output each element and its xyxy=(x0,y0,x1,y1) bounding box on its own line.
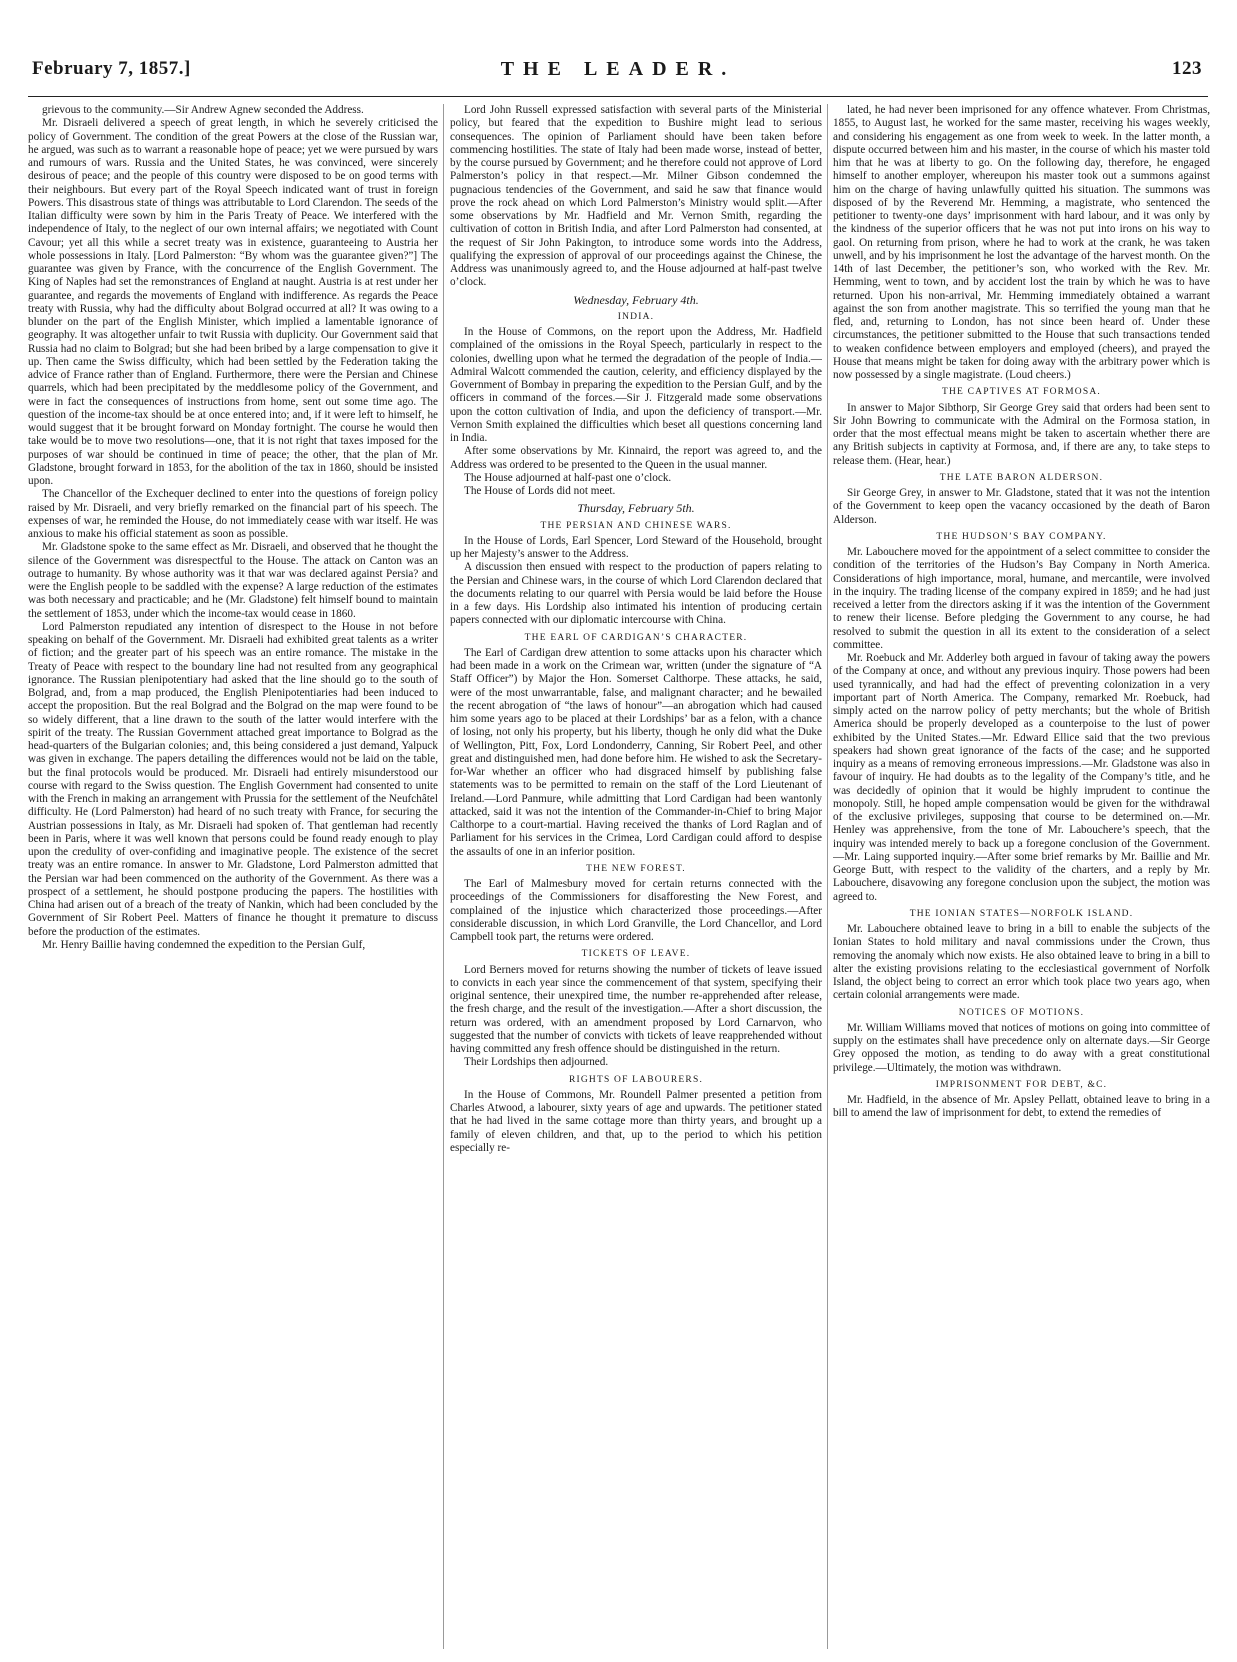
paragraph: Mr. Disraeli delivered a speech of great length, in which he severely criticised the policy of Government. The condition of the great Powers at the close of the Russian war, he argued, was such as to warrant a reasonable hope of peace; yet we were pursued by wars and rumours of wars. Russia and the United States, he was convinced, were sincerely desirous of peace; and the people of this country were disposed to be on good terms with their neighbours. But every part of the Royal Speech indicated want of trust in foreign Powers. This disastrous state of things was attributable to Lord Clarendon. The seeds of the Italian difficulty were sown by him in the Paris Treaty of Peace. We interfered with the independence of Italy, to the neglect of our own internal affairs; we negotiated with Count Cavour; yet all this while a secret treaty was in existence, guaranteeing to Austria her whole possessions in Italy. [Lord Palmerston: “By whom was the guarantee given?”] The guarantee was given by France, with the concurrence of the English Government. The King of Naples had set the remonstrances of England at naught. Austria is at rest under her guarantee, and regards the movements of England with indifference. As regards the Peace treaty with Russia, why had the difficulty about Bolgrad occurred at all? It was owing to a blunder on the part of the English Minister, which implied a lamentable ignorance of geography. It was altogether unfair to twit Russia with duplicity. Our Government said that Russia had no claim to Bolgrad; but she had been bribed by a large compensation to give it up. Then came the Swiss difficulty, which had been settled by the Federation taking the advice of France rather than of England. Furthermore, there were the Persian and Chinese quarrels, which had been precipitated by the meddlesome policy of the Government, and were in fact the consequences of instructions from home, sent out some time ago. The question of the income-tax should be at once entered into; and, if it were left to himself, he would suggest that it be brought forward on Monday fortnight. The course he would then take would be to move two resolutions—one, that it is not right that taxes imposed for the purposes of war should be continued in time of peace; the other, that the plan of Mr. Gladstone, brought forward in 1853, for the abolition of the tax in 1860, should be insisted upon. xyxy=(28,117,438,487)
paragraph: Lord Berners moved for returns showing the number of tickets of leave issued to convicts in each year since the commencement of that system, specifying their original sentence, their unexpired time, the number re-apprehended after release, the fresh charge, and the result of the investigation.—After a short discussion, the return was ordered, with an amendment proposed by Lord Carnarvon, who suggested that the number of convicts with tickets of leave reapprehended without having committed any fresh offence should be distinguished in the return. xyxy=(450,963,822,1055)
section-heading: RIGHTS OF LABOURERS. xyxy=(568,1074,704,1085)
paragraph: Mr. Roebuck and Mr. Adderley both argued in favour of taking away the powers of the Company at once, and without any previous inquiry. Those powers had been used tyrannically, and had had the effect of preventing colonization in a very important part of North America. The Company, remarked Mr. Roebuck, had simply acted on the narrow policy of petty merchants; but the whole of British America should be properly developed as a counterpoise to the lust of power exhibited by the United States.—Mr. Edward Ellice said that the two previous speakers had shown great ignorance of the facts of the case; and he supported inquiry as a means of removing erroneous impressions.—Mr. Gladstone was also in favour of inquiry. He had doubts as to the legality of the Company’s title, and he was decidedly of opinion that it would be highly imprudent to continue the monopoly. Still, he hoped ample compensation would be given for the withdrawal of the exclusive privileges, supposing that course to be determined on.—Mr. Henley was apprehensive, from the tone of Mr. Labouchere’s speech, that the inquiry was intended merely to back up a foregone conclusion of the Government.—Mr. Laing supported inquiry.—After some brief remarks by Mr. Baillie and Mr. George Butt, with respect to the validity of the charters, and a reply by Mr. Labouchere, disavowing any foregone conclusion upon the subject, the motion was agreed to. xyxy=(833,652,1210,903)
column-3 xyxy=(833,104,1210,1649)
newspaper-title: THE LEADER. xyxy=(500,58,736,80)
paragraph: Mr. Labouchere moved for the appointment of a select committee to consider the condition of the territories of the Hudson’s Bay Company in North America. Considerations of high importance, moral, humane, and mercantile, were involved in the inquiry. The trading license of the company expired in 1859; and he had just received a letter from the directors asking if it was the intention of the Government to renew their license. Before pledging the Government to any course, he had resolved to submit the question in all its extent to the consideration of a select committee. xyxy=(833,546,1210,651)
paragraph: Lord Palmerston repudiated any intention of disrespect to the House in not before speaking on behalf of the Government. Mr. Disraeli had exhibited great talents as a writer of fiction; and the greater part of his speech was an entire romance. The mistake in the Treaty of Peace with respect to the boundary line had not resulted from any geographical ignorance. The Russian plenipotentiary had asked that the line should go to the south of Bolgrad, and, from a map produced, the English Plenipotentiaries had been induced to accept the proposition. But the real Bolgrad and the Bolgrad on the map were found to be so widely different, that a line drawn to the south of the latter would interfere with the spirit of the treaty. The Russian Government attached great importance to Bolgrad as the head-quarters of the Bulgarian colonies; and, this being considered a just demand, Yalpuck was given in exchange. The papers detailing the differences would not be laid on the table, but the final protocols would be produced. Mr. Disraeli had entirely misunderstood our course with regard to the Swiss question. The English Government had consented to unite with the French in making an arrangement with Prussia for the settlement of the Neufchâtel difficulty. He (Lord Palmerston) had heard of no such treaty with France, for securing the Austrian possessions in Italy, as Mr. Disraeli had spoken of. That gentleman had recently been in Paris, where it was well known that persons could be found ready enough to play upon the credulity of over-confiding and imaginative people. The existence of the secret treaty was an entire romance. In answer to Mr. Gladstone, Lord Palmerston admitted that the Persian war had been commenced on the authority of the Government. As there was a prospect of a settlement, he should postpone producing the papers. The hostilities with China had arisen out of a breach of the treaty of Nankin, which had been concluded by the Government of Sir Robert Peel. Matters of finance he thought it premature to discuss before the production of the estimates. xyxy=(28,620,438,938)
section-heading: THE IONIAN STATES—NORFOLK ISLAND. xyxy=(909,908,1134,919)
paragraph: Mr. Hadfield, in the absence of Mr. Apsley Pellatt, obtained leave to bring in a bill to amend the law of imprisonment for debt, to extend the remedies of xyxy=(833,1094,1210,1120)
section-heading: NOTICES OF MOTIONS. xyxy=(958,1007,1085,1018)
dateline: Wednesday, February 4th. xyxy=(573,292,699,307)
page-number: 123 xyxy=(1172,58,1202,79)
column-2 xyxy=(450,104,822,1649)
paragraph: Lord John Russell expressed satisfaction with several parts of the Ministerial policy, but feared that the expedition to Bushire might lead to serious consequences. The opinion of Parliament should have been taken before commencing hostilities. The state of Italy had been made worse, instead of better, by the course pursued by Government; and he therefore could not approve of Lord Palmerston’s policy in that respect.—Mr. Milner Gibson condemned the pugnacious tendencies of the Government, and said he saw that finance would prove the rock ahead on which Lord Palmerston’s Ministry would split.—After some observations by Mr. Hadfield and Mr. Vernon Smith, regarding the cultivation of cotton in British India, and after Lord Palmerston had consented, at the request of Sir John Pakington, to introduce some words into the Address, qualifying the expression of approval of our proceedings against the Chinese, the Address was unanimously agreed to, and the House adjourned at half-past twelve o’clock. xyxy=(450,104,822,289)
paragraph: lated, he had never been imprisoned for any offence whatever. From Christmas, 1855, to August last, he worked for the same master, receiving his wages weekly, and considering his engagement as one from week to week. In the latter month, a dispute occurred between him and his master, in the course of which his master told him that he was at liberty to go. On the following day, therefore, he engaged himself to another employer, whereupon his master took out a summons against him on the charge of having unlawfully quitted his situation. The summons was disposed of by the Reverend Mr. Hemming, a magistrate, who sentenced the petitioner to twenty-one days’ imprisonment with hard labour, and it was only by the kindness of the superior officers that he was not put into irons on his way to gaol. On returning from prison, where he had to work at the crank, he was taken unwell, and by his imprisonment he lost the advantage of the harvest month. On the 14th of last December, the petitioner’s son, who worked with the Rev. Mr. Hemming, went to town, and by accident lost the train by which he was to have returned. Upon his non-arrival, Mr. Hemming immediately obtained a warrant against the son from another magistrate. This so terrified the young man that he fled, and, returning to London, has not since been heard of. Under these circumstances, the petitioner submitted to the House that such transactions tended to weaken confidence between employers and employed (cheers), and prayed the House that means might be taken for doing away with the arbitrary power which is now possessed by a single magistrate. (Loud cheers.) xyxy=(833,104,1210,381)
paragraph: In the House of Lords, Earl Spencer, Lord Steward of the Household, brought up her Majesty’s answer to the Address. xyxy=(450,534,822,560)
section-heading: THE LATE BARON ALDERSON. xyxy=(939,472,1104,483)
paragraph: The Earl of Malmesbury moved for certain returns connected with the proceedings of the Commissioners for disafforesting the New Forest, and complained of the injustice which characterized those proceedings.—After considerable discussion, in which Lord Granville, the Lord Chancellor, and Lord Campbell took part, the returns were ordered. xyxy=(450,878,822,943)
column-1 xyxy=(28,104,438,1649)
paragraph: Mr. William Williams moved that notices of motions on going into committee of supply on the estimates shall have precedence only on alternate days.—Sir George Grey opposed the motion, as tending to do away with a great constitutional privilege.—Ultimately, the motion was withdrawn. xyxy=(833,1021,1210,1074)
paragraph: The Chancellor of the Exchequer declined to enter into the questions of foreign policy raised by Mr. Disraeli, and very briefly remarked on the financial part of his speech. The expenses of war, he reminded the House, do not immediately cease with war itself. He was anxious to make his official statement as soon as possible. xyxy=(28,488,438,540)
paragraph: The Earl of Cardigan drew attention to some attacks upon his character which had been made in a work on the Crimean war, written (under the signature of “A Staff Officer”) by Major the Hon. Somerset Calthorpe. These attacks, he said, were of the most unwarrantable, false, and malignant character; and he bewailed the recent abrogation of “the laws of honour”—an abrogation which had caused him some years ago to be placed at their Lordships’ bar as a felon, with a chance of losing, not only his property, but his liberty, though he only did what the Duke of Wellington, Pitt, Fox, Lord Londonderry, Canning, Sir Robert Peel, and other great and distinguished men, had done before him. He wished to ask the Secretary-for-War whether an officer who had disgraced himself by publishing false statements was to be permitted to remain on the staff of the Lord Lieutenant of Ireland.—Lord Panmure, while admitting that Lord Cardigan had been wantonly attacked, said it was not the intention of the Commander-in-Chief to bring Major Calthorpe to a court-martial. Having received the thanks of Lord Raglan and of Parliament for his services in the Crimea, Lord Cardigan could afford to despise the assaults of one in an inferior position. xyxy=(450,646,822,858)
section-heading: THE EARL OF CARDIGAN’S CHARACTER. xyxy=(524,632,748,643)
article-columns xyxy=(28,104,1210,1649)
paragraph: Mr. Labouchere obtained leave to bring in a bill to enable the subjects of the Ionian States to hold military and naval commissions under the Crown, thus removing the anomaly which now exists. He also obtained leave to bring in a bill to alter the existing provisions relating to the ecclesiastical government of Norfolk Island, the object being to correct an error which took place two years ago, when certain colonial arrangements were made. xyxy=(833,923,1210,1002)
section-heading: TICKETS OF LEAVE. xyxy=(581,949,691,960)
paragraph: In answer to Major Sibthorp, Sir George Grey said that orders had been sent to Sir John Bowring to communicate with the Admiral on the Formosa station, in order that the most effectual means might be taken to ascertain whether there are any British subjects in captivity at Formosa, and, if there are any, to take steps to release them. (Hear, hear.) xyxy=(833,401,1210,467)
dateline: Thursday, February 5th. xyxy=(577,501,695,516)
masthead xyxy=(28,52,1208,97)
paragraph: The House adjourned at half-past one o’clock. xyxy=(464,471,672,484)
paragraph: A discussion then ensued with respect to the production of papers relating to the Persian and Chinese wars, in the course of which Lord Clarendon declared that the documents relating to our quarrel with Persia would be laid before the House in a few days. His Lordship also intimated his intention of producing certain papers connected with our diplomatic intercourse with China. xyxy=(450,561,822,627)
paragraph: The House of Lords did not meet. xyxy=(464,485,616,497)
section-heading: THE NEW FOREST. xyxy=(586,863,686,874)
column-rule xyxy=(827,104,828,1649)
section-heading: THE CAPTIVES AT FORMOSA. xyxy=(941,387,1101,398)
section-heading: IMPRISONMENT FOR DEBT, &C. xyxy=(935,1079,1108,1090)
paragraph: In the House of Commons, on the report upon the Address, Mr. Hadfield complained of the omissions in the Royal Speech, particularly in respect to the colonies, dwelling upon what he termed the degradation of the people of India.—Admiral Walcott commended the caution, celerity, and efficiency displayed by the Government of Bombay in preparing the expedition to the Persian Gulf, and by the officers in command of the forces.—Sir J. Fitzgerald made some observations upon the cotton cultivation of India, and upon the deficiency of transport.—Mr. Vernon Smith explained the difficulties which beset all questions concerning land in India. xyxy=(450,326,822,444)
paragraph: In the House of Commons, Mr. Roundell Palmer presented a petition from Charles Atwood, a labourer, sixty years of age and upwards. The petitioner stated that he had lived in the same cottage more than thirty years, and brought up a family of eleven children, and that, up to the period to which his petition especially re- xyxy=(450,1088,822,1154)
paragraph: grievous to the community.—Sir Andrew Agnew seconded the Address. xyxy=(42,104,364,116)
paragraph: Mr. Gladstone spoke to the same effect as Mr. Disraeli, and observed that he thought the silence of the Government was disrespectful to the House. The attack on Canton was an outrage to humanity. By whose authority was it that war was declared against Persia? and were the English people to be saddled with the expense? A large reduction of the estimates was both necessary and practicable; and he (Mr. Gladstone) felt himself bound to maintain the settlement of 1853, under which the income-tax would cease in 1860. xyxy=(28,541,438,620)
paragraph: Mr. Henry Baillie having condemned the expedition to the Persian Gulf, xyxy=(42,938,366,951)
issue-date: February 7, 1857.] xyxy=(32,58,191,79)
paragraph: Sir George Grey, in answer to Mr. Gladstone, stated that it was not the intention of the Government to keep open the vacancy occasioned by the death of Baron Alderson. xyxy=(833,487,1210,526)
section-heading: THE HUDSON’S BAY COMPANY. xyxy=(936,531,1107,542)
section-heading: INDIA. xyxy=(617,311,655,322)
section-heading: THE PERSIAN AND CHINESE WARS. xyxy=(540,520,732,531)
paragraph: Their Lordships then adjourned. xyxy=(464,1056,609,1069)
paragraph: After some observations by Mr. Kinnaird, the report was agreed to, and the Address was ordered to be presented to the Queen in the usual manner. xyxy=(450,445,822,471)
column-rule xyxy=(443,104,444,1649)
